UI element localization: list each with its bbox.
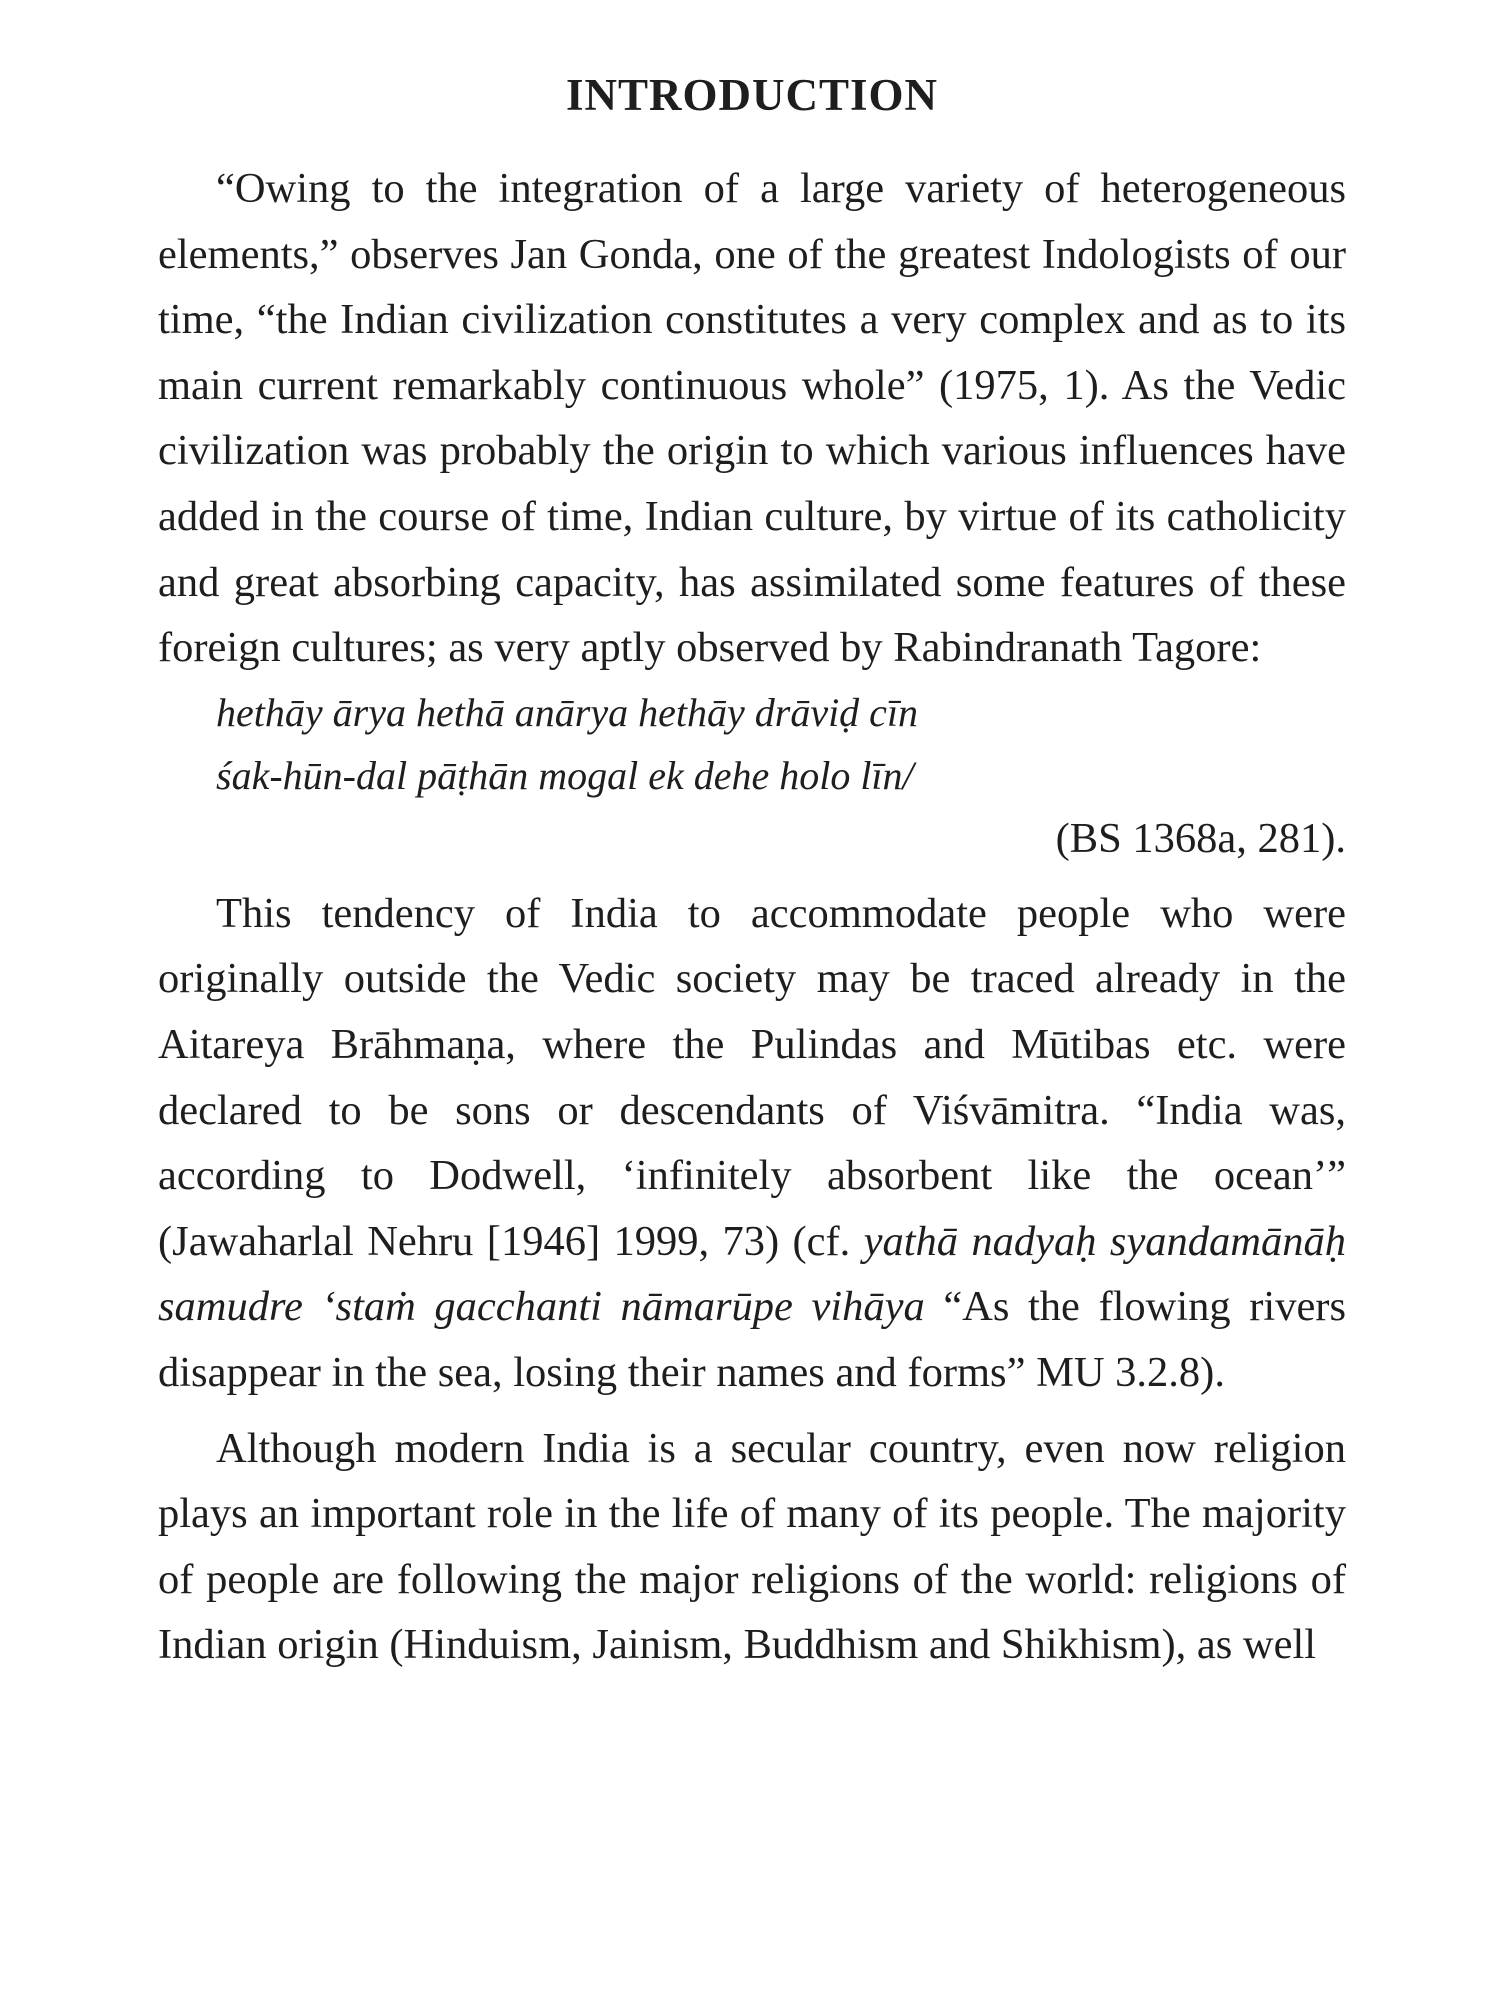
paragraph-2-text-end: “As the flowing rivers disappear in the sea, losing their names and forms” MU 3.2.8).	[158, 1283, 1346, 1396]
verse-citation: (BS 1368a, 281).	[1055, 814, 1346, 862]
paragraph-1: “Owing to the integration of a large variety of heterogeneous elements,” observes Jan Gonda, one of the greatest Indologists of our time, “the Indian civilization constitutes a very complex and as to its main current remarkably continuous whole” (1975, 1). As the Vedic civilization was probably the origin to which various influences have added in the course of time, Indian culture, by virtue of its catholicity and great absorbing capacity, has assimilated some features of these foreign cultures; as very aptly observed by Rabindranath Tagore:	[158, 165, 1346, 672]
verse-line-2: śak-hūn-dal pāṭhān mogal ek dehe holo līn/	[216, 752, 914, 798]
paragraph-3: Although modern India is a secular country, even now religion plays an important role in the life of many of its people. The majority of people are following the major religions of the world: religions of Indian origin (Hinduism, Jainism, Buddhism and Shikhism), as well	[158, 1424, 1346, 1669]
verse-line-1: hethāy ārya hethā anārya hethāy drāviḍ cīn	[216, 689, 919, 735]
paragraph-2-quotation: yathā nadyaḥ syandamānāḥ samudre ‘staṁ gacchanti nāmarūpe vihāya	[158, 1217, 1346, 1331]
document-page	[158, 68, 1346, 1678]
paragraph-2-text-start: This tendency of India to accommodate people who were originally outside the Vedic society may be traced already in the Aitareya Brāhmaṇa, where the Pulindas and Mūtibas etc. were declared to be sons or descendants of Viśvāmitra. “India was, according to Dodwell, ‘infinitely absorbent like the ocean’” (Jawaharlal Nehru [1946] 1999, 73) (cf.	[158, 889, 1346, 1265]
page-title: INTRODUCTION	[565, 70, 939, 120]
paragraph-2	[158, 881, 1346, 1406]
